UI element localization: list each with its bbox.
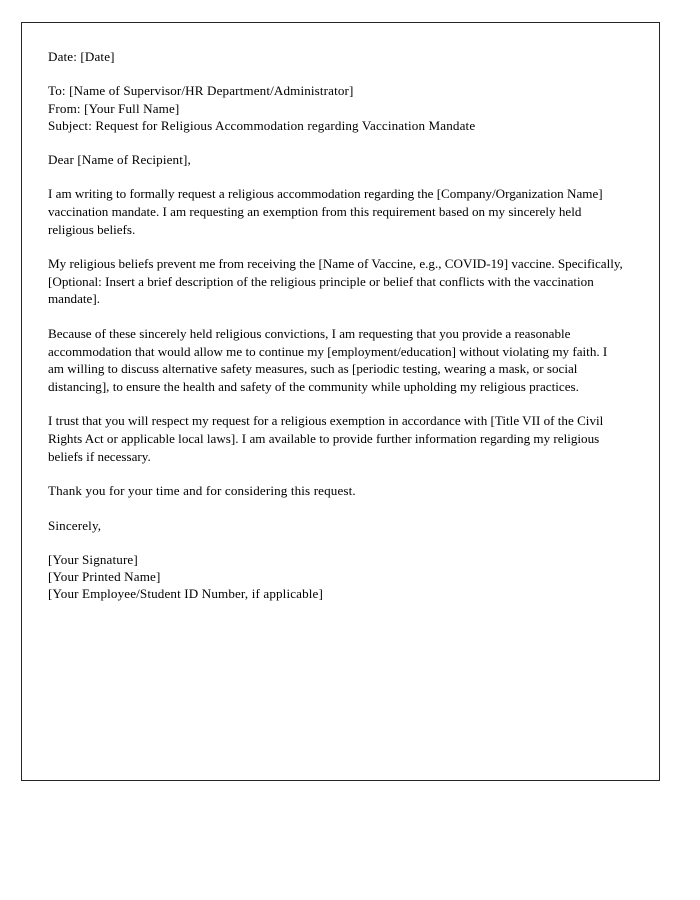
paragraph-text: I trust that you will respect my request for a religious exemption in accordance with [Title VII of the Civil Rights Act or applicable local laws]. I am available to provide further information regarding my religious beliefs if necessary.	[48, 413, 604, 464]
spacer-after-paragraph-3	[48, 395, 626, 412]
paragraph-3	[48, 325, 626, 395]
salutation-block	[48, 151, 626, 168]
spacer-after-closing	[48, 534, 626, 551]
spacer-after-addressing	[48, 134, 626, 151]
closing-line: Sincerely,	[48, 517, 102, 533]
date-line: Date: [Date]	[48, 49, 115, 64]
date-block	[48, 48, 626, 65]
thank-you-line: Thank you for your time and for considering this request.	[48, 483, 356, 499]
to-line: To: [Name of Supervisor/HR Department/Administrator]	[48, 83, 354, 99]
employee-id-line: [Your Employee/Student ID Number, if applicable]	[48, 586, 323, 602]
spacer-after-salutation	[48, 168, 626, 185]
spacer-after-paragraph-4	[48, 465, 626, 482]
paragraph-4	[48, 412, 626, 465]
printed-name-line: [Your Printed Name]	[48, 569, 161, 585]
paragraph-text: Because of these sincerely held religious convictions, I am requesting that you provide a reasonable accommodation that would allow me to continue my [employment/education] without violating my faith. I am willing to discuss alternative safety measures, such as [periodic testing, wearing a mask, or social distancing], to ensure the health and safety of the community while upholding my religious practices.	[48, 326, 608, 394]
from-line: From: [Your Full Name]	[48, 100, 180, 116]
addressing-block	[48, 82, 626, 134]
spacer-after-paragraph-1	[48, 238, 626, 255]
subject-line: Subject: Request for Religious Accommodation regarding Vaccination Mandate	[48, 117, 476, 133]
closing-block	[48, 517, 626, 534]
paragraph-1	[48, 185, 626, 238]
letter-content	[48, 48, 626, 603]
spacer-after-thank-you	[48, 500, 626, 517]
signature-placeholder-line: [Your Signature]	[48, 551, 138, 567]
signature-block	[48, 551, 626, 603]
paragraph-text: My religious beliefs prevent me from receiving the [Name of Vaccine, e.g., COVID-19] vaccine. Specifically, [Optional: Insert a brief description of the religious principle or belief that conflicts with the vaccination mandate].	[48, 256, 623, 307]
paragraph-2	[48, 255, 626, 308]
spacer-after-date	[48, 65, 626, 82]
spacer-after-paragraph-2	[48, 308, 626, 325]
salutation-line: Dear [Name of Recipient],	[48, 152, 191, 168]
thank-you-block	[48, 482, 626, 499]
document-border-frame	[21, 22, 660, 781]
paragraph-text: I am writing to formally request a religious accommodation regarding the [Company/Organization Name] vaccination mandate. I am requesting an exemption from this requirement based on my sincerely held religious beliefs.	[48, 186, 603, 237]
